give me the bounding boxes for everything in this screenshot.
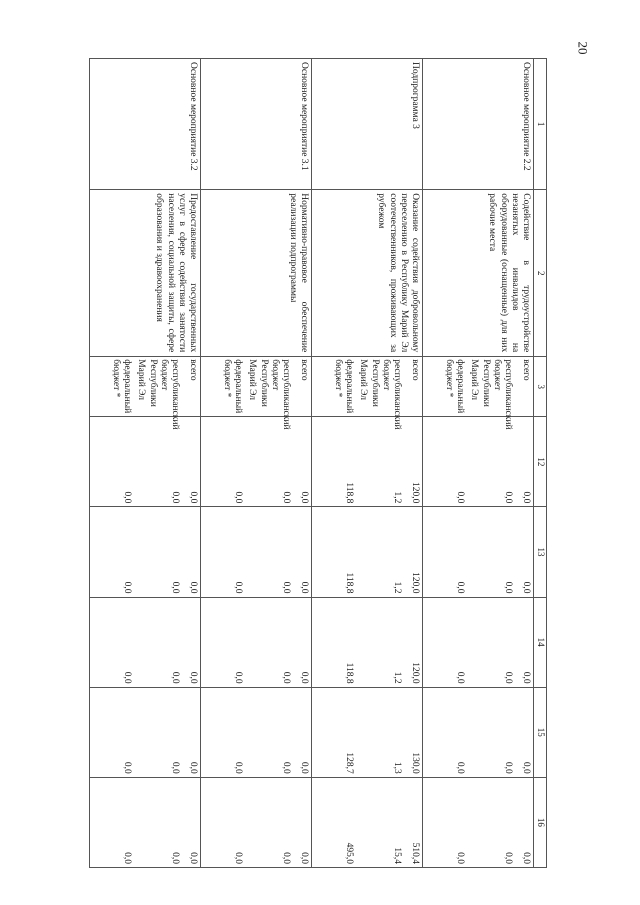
value-cell: 1,2 [392, 671, 402, 684]
value-cell: 0,0 [281, 491, 291, 504]
page-number: 20 [575, 41, 591, 55]
value-cell: 118,8 [344, 482, 354, 504]
table-row [312, 59, 423, 868]
value-cell: 120,0 [410, 572, 420, 594]
value-cell: 0,0 [299, 491, 309, 504]
value-cell: 120,0 [410, 662, 420, 684]
value-column [312, 507, 423, 597]
value-column [312, 597, 423, 687]
value-cell: 120,0 [410, 482, 420, 504]
value-cell: 0,0 [170, 491, 180, 504]
value-cell: 510,4 [410, 842, 420, 864]
value-column [201, 777, 312, 867]
value-column [90, 507, 201, 597]
measure-name: Основное мероприятие 3.2 [90, 59, 201, 190]
value-cell: 0,0 [188, 581, 198, 594]
value-cell: 0,0 [299, 761, 309, 774]
value-column [201, 687, 312, 777]
value-cell: 0,0 [521, 491, 531, 504]
measure-description: Оказание содействия добровольному переселению в Республику Марий Эл соотечественников, проживающих за рубежом [312, 190, 423, 357]
value-column [423, 417, 534, 507]
value-column [201, 597, 312, 687]
measure-name: Основное мероприятие 2.2 [423, 59, 534, 190]
value-column [312, 777, 423, 867]
value-cell: 0,0 [521, 852, 531, 864]
value-cell: 0,0 [299, 581, 309, 594]
value-cell: 0,0 [233, 671, 243, 684]
value-column [423, 507, 534, 597]
value-cell: 0,0 [122, 671, 132, 684]
value-cell: 0,0 [521, 581, 531, 594]
value-column [201, 417, 312, 507]
measure-name: Основное мероприятие 3.1 [201, 59, 312, 190]
budget-table [89, 58, 547, 868]
value-column [423, 597, 534, 687]
value-cell: 0,0 [521, 761, 531, 774]
value-cell: 0,0 [455, 671, 465, 684]
value-cell: 0,0 [281, 581, 291, 594]
value-cell: 0,0 [299, 852, 309, 864]
funding-source: федеральный бюджет * [443, 359, 465, 414]
value-cell: 0,0 [170, 852, 180, 864]
table-row [201, 59, 312, 868]
value-cell: 1,2 [392, 581, 402, 594]
funding-source: всего [410, 359, 420, 381]
value-cell: 0,0 [188, 491, 198, 504]
value-column [423, 687, 534, 777]
measure-description: Нормативно-правовое обеспечение реализации подпрограммы [201, 190, 312, 357]
value-cell: 0,0 [503, 581, 513, 594]
value-cell: 0,0 [281, 761, 291, 774]
value-cell: 0,0 [188, 852, 198, 864]
header-cell: 14 [534, 597, 547, 687]
value-column [423, 777, 534, 867]
value-cell: 0,0 [503, 852, 513, 864]
funding-source: всего [521, 359, 531, 381]
value-cell: 0,0 [503, 761, 513, 774]
measure-name: Подпрограмма 3 [312, 59, 423, 190]
value-cell: 0,0 [122, 581, 132, 594]
header-cell: 16 [534, 777, 547, 867]
value-cell: 0,0 [281, 852, 291, 864]
value-cell: 0,0 [233, 491, 243, 504]
header-cell: 2 [534, 190, 547, 357]
value-cell: 0,0 [299, 671, 309, 684]
value-cell: 0,0 [281, 671, 291, 684]
funding-source: республиканский бюджет Республики Марий Эл [358, 359, 402, 430]
table-row [423, 59, 534, 868]
value-cell: 130,0 [410, 752, 420, 774]
measure-description: Содействие в трудоустройстве незанятых инвалидов на оборудованные (оснащенные) для них рабочие места [423, 190, 534, 357]
value-cell: 0,0 [455, 491, 465, 504]
funding-source: всего [299, 359, 309, 381]
value-cell: 118,8 [344, 662, 354, 684]
funding-sources [423, 357, 534, 430]
value-cell: 0,0 [233, 761, 243, 774]
value-cell: 0,0 [503, 671, 513, 684]
value-cell: 0,0 [122, 761, 132, 774]
value-cell: 0,0 [233, 581, 243, 594]
value-cell: 0,0 [233, 852, 243, 864]
funding-source: федеральный бюджет * [110, 359, 132, 414]
header-cell: 15 [534, 687, 547, 777]
table-body [90, 59, 534, 868]
value-cell: 0,0 [521, 671, 531, 684]
value-cell: 0,0 [188, 671, 198, 684]
funding-source: республиканский бюджет Республики Марий Эл [136, 359, 180, 430]
value-column [90, 597, 201, 687]
rotated-table-container [110, 58, 547, 868]
value-cell: 0,0 [170, 761, 180, 774]
funding-source: республиканский бюджет Республики Марий Эл [247, 359, 291, 430]
header-cell: 12 [534, 417, 547, 507]
value-column [201, 507, 312, 597]
value-cell: 0,0 [122, 491, 132, 504]
funding-source: республиканский бюджет Республики Марий Эл [469, 359, 513, 430]
table-row [90, 59, 201, 868]
value-cell: 0,0 [455, 581, 465, 594]
value-column [90, 777, 201, 867]
value-cell: 0,0 [503, 491, 513, 504]
value-column [312, 417, 423, 507]
value-cell: 15,4 [392, 847, 402, 864]
value-cell: 0,0 [188, 761, 198, 774]
value-column [312, 687, 423, 777]
funding-source: всего [188, 359, 198, 381]
header-row [534, 59, 547, 868]
value-cell: 1,3 [392, 761, 402, 774]
value-column [90, 687, 201, 777]
funding-source: федеральный бюджет * [332, 359, 354, 414]
funding-sources [312, 357, 423, 430]
value-column [90, 417, 201, 507]
funding-sources [90, 357, 201, 430]
header-cell: 3 [534, 357, 547, 417]
value-cell: 0,0 [170, 581, 180, 594]
funding-source: федеральный бюджет * [221, 359, 243, 414]
value-cell: 0,0 [170, 671, 180, 684]
value-cell: 495,0 [344, 842, 354, 864]
measure-description: Предоставление государственных услуг в сфере содействия занятости населения, социальной защиты, сфере образования и здравоохранения [90, 190, 201, 357]
header-cell: 1 [534, 59, 547, 190]
value-cell: 0,0 [455, 852, 465, 864]
value-cell: 0,0 [122, 852, 132, 864]
value-cell: 1,2 [392, 491, 402, 504]
header-cell: 13 [534, 507, 547, 597]
value-cell: 118,8 [344, 572, 354, 594]
funding-sources [201, 357, 312, 430]
value-cell: 128,7 [344, 752, 354, 774]
value-cell: 0,0 [455, 761, 465, 774]
